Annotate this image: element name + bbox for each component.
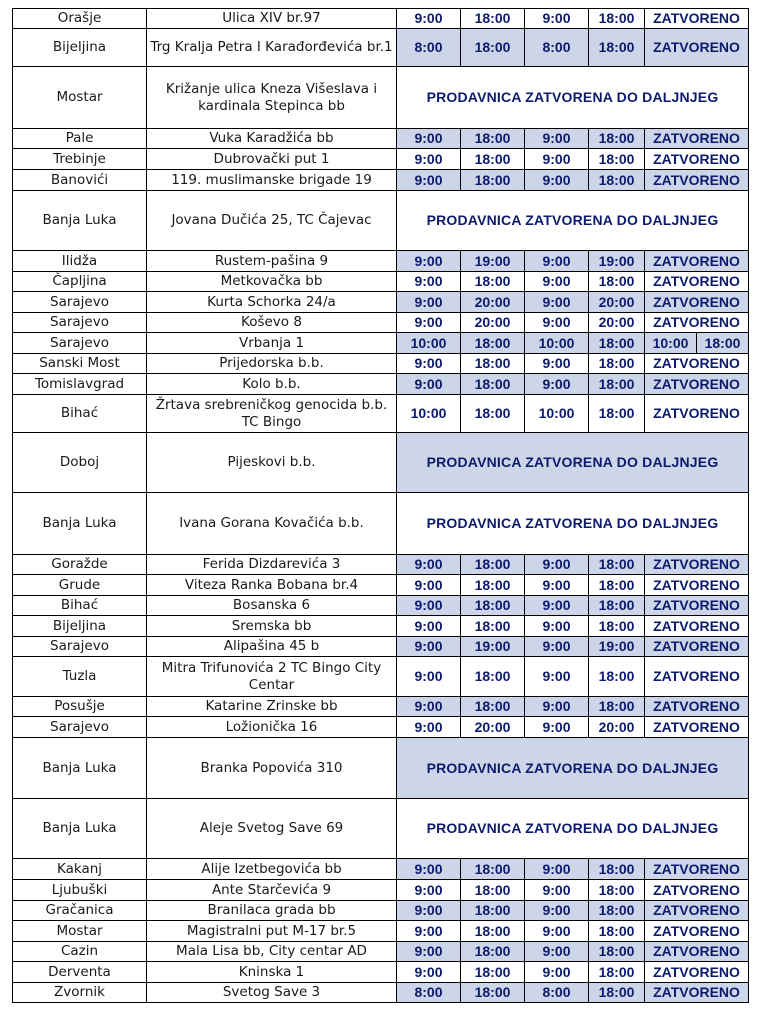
- address-cell: Vrbanja 1: [147, 333, 397, 354]
- table-row: [13, 9, 749, 29]
- weekday-open-cell: 9:00: [397, 374, 461, 395]
- sunday-status-cell: ZATVORENO: [645, 697, 749, 717]
- weekday-close-cell: 19:00: [461, 251, 525, 272]
- weekday-close-cell: 18:00: [461, 657, 525, 697]
- table-row: [13, 901, 749, 921]
- table-row: [13, 292, 749, 313]
- table-row: [13, 433, 749, 493]
- sunday-status-cell: ZATVORENO: [645, 374, 749, 395]
- saturday-close-cell: 18:00: [589, 129, 645, 149]
- saturday-close-cell: 18:00: [589, 859, 645, 880]
- weekday-close-cell: 18:00: [461, 983, 525, 1003]
- saturday-close-cell: 20:00: [589, 717, 645, 738]
- saturday-close-cell: 18:00: [589, 149, 645, 170]
- weekday-open-cell: 9:00: [397, 880, 461, 901]
- weekday-close-cell: 18:00: [461, 616, 525, 637]
- saturday-open-cell: 9:00: [525, 616, 589, 637]
- address-cell: Dubrovački put 1: [147, 149, 397, 170]
- saturday-open-cell: 10:00: [525, 333, 589, 354]
- city-cell: Bihać: [13, 596, 147, 616]
- table-row: [13, 333, 749, 354]
- table-row: [13, 395, 749, 433]
- weekday-close-cell: 18:00: [461, 272, 525, 292]
- weekday-close-cell: 20:00: [461, 313, 525, 333]
- address-cell: Ložionička 16: [147, 717, 397, 738]
- saturday-close-cell: 18:00: [589, 921, 645, 942]
- city-cell: Banja Luka: [13, 799, 147, 859]
- city-cell: Zvornik: [13, 983, 147, 1003]
- table-row: [13, 170, 749, 191]
- weekday-open-cell: 10:00: [397, 395, 461, 433]
- saturday-close-cell: 18:00: [589, 616, 645, 637]
- closed-notice-cell: PRODAVNICA ZATVORENA DO DALJNJEG: [397, 799, 749, 859]
- table-row: [13, 191, 749, 251]
- weekday-open-cell: 9:00: [397, 555, 461, 575]
- sunday-status-cell: ZATVORENO: [645, 251, 749, 272]
- saturday-open-cell: 9:00: [525, 962, 589, 983]
- saturday-close-cell: 18:00: [589, 395, 645, 433]
- saturday-close-cell: 18:00: [589, 272, 645, 292]
- city-cell: Posušje: [13, 697, 147, 717]
- weekday-close-cell: 19:00: [461, 637, 525, 657]
- sunday-status-cell: ZATVORENO: [645, 859, 749, 880]
- address-cell: Pijeskovi b.b.: [147, 433, 397, 493]
- saturday-close-cell: 19:00: [589, 251, 645, 272]
- weekday-open-cell: 9:00: [397, 251, 461, 272]
- sunday-status-cell: ZATVORENO: [645, 616, 749, 637]
- weekday-close-cell: 18:00: [461, 129, 525, 149]
- city-cell: Čapljina: [13, 272, 147, 292]
- closed-notice-cell: PRODAVNICA ZATVORENA DO DALJNJEG: [397, 191, 749, 251]
- sunday-status-cell: ZATVORENO: [645, 272, 749, 292]
- sunday-status-cell: ZATVORENO: [645, 395, 749, 433]
- address-cell: Trg Kralja Petra I Karađorđevića br.1: [147, 29, 397, 67]
- weekday-open-cell: 9:00: [397, 942, 461, 962]
- city-cell: Pale: [13, 129, 147, 149]
- weekday-close-cell: 18:00: [461, 697, 525, 717]
- saturday-close-cell: 18:00: [589, 354, 645, 374]
- sunday-status-cell: ZATVORENO: [645, 575, 749, 596]
- address-cell: Viteza Ranka Bobana br.4: [147, 575, 397, 596]
- city-cell: Kakanj: [13, 859, 147, 880]
- table-row: [13, 149, 749, 170]
- saturday-open-cell: 9:00: [525, 942, 589, 962]
- sunday-status-cell: ZATVORENO: [645, 880, 749, 901]
- saturday-close-cell: 20:00: [589, 292, 645, 313]
- weekday-close-cell: 18:00: [461, 9, 525, 29]
- city-cell: Cazin: [13, 942, 147, 962]
- weekday-open-cell: 9:00: [397, 921, 461, 942]
- saturday-close-cell: 18:00: [589, 29, 645, 67]
- address-cell: Mala Lisa bb, City centar AD: [147, 942, 397, 962]
- city-cell: Banovići: [13, 170, 147, 191]
- address-cell: Ivana Gorana Kovačića b.b.: [147, 493, 397, 555]
- saturday-close-cell: 19:00: [589, 637, 645, 657]
- city-cell: Bijeljina: [13, 616, 147, 637]
- city-cell: Goražde: [13, 555, 147, 575]
- table-row: [13, 859, 749, 880]
- table-row: [13, 657, 749, 697]
- weekday-open-cell: 9:00: [397, 717, 461, 738]
- weekday-close-cell: 18:00: [461, 901, 525, 921]
- weekday-open-cell: 9:00: [397, 596, 461, 616]
- saturday-close-cell: 18:00: [589, 575, 645, 596]
- address-cell: Magistralni put M-17 br.5: [147, 921, 397, 942]
- table-row: [13, 272, 749, 292]
- sunday-status-cell: ZATVORENO: [645, 29, 749, 67]
- weekday-close-cell: 18:00: [461, 395, 525, 433]
- address-cell: Kninska 1: [147, 962, 397, 983]
- saturday-open-cell: 9:00: [525, 272, 589, 292]
- address-cell: Aleje Svetog Save 69: [147, 799, 397, 859]
- sunday-status-cell: ZATVORENO: [645, 354, 749, 374]
- address-cell: Alije Izetbegovića bb: [147, 859, 397, 880]
- address-cell: 119. muslimanske brigade 19: [147, 170, 397, 191]
- weekday-open-cell: 9:00: [397, 9, 461, 29]
- saturday-open-cell: 9:00: [525, 657, 589, 697]
- address-cell: Rustem-pašina 9: [147, 251, 397, 272]
- address-cell: Metkovačka bb: [147, 272, 397, 292]
- table-row: [13, 313, 749, 333]
- closed-notice-cell: PRODAVNICA ZATVORENA DO DALJNJEG: [397, 433, 749, 493]
- city-cell: Bihać: [13, 395, 147, 433]
- weekday-close-cell: 18:00: [461, 942, 525, 962]
- weekday-close-cell: 18:00: [461, 555, 525, 575]
- sunday-status-cell: ZATVORENO: [645, 149, 749, 170]
- saturday-open-cell: 9:00: [525, 149, 589, 170]
- saturday-open-cell: 9:00: [525, 921, 589, 942]
- saturday-close-cell: 18:00: [589, 942, 645, 962]
- city-cell: Banja Luka: [13, 191, 147, 251]
- table-row: [13, 616, 749, 637]
- city-cell: Bijeljina: [13, 29, 147, 67]
- weekday-open-cell: 9:00: [397, 272, 461, 292]
- city-cell: Trebinje: [13, 149, 147, 170]
- weekday-open-cell: 9:00: [397, 170, 461, 191]
- weekday-close-cell: 18:00: [461, 170, 525, 191]
- closed-notice-cell: PRODAVNICA ZATVORENA DO DALJNJEG: [397, 493, 749, 555]
- weekday-open-cell: 9:00: [397, 962, 461, 983]
- address-cell: Vuka Karadžića bb: [147, 129, 397, 149]
- table-row: [13, 738, 749, 799]
- sunday-status-cell: ZATVORENO: [645, 921, 749, 942]
- sunday-status-cell: ZATVORENO: [645, 9, 749, 29]
- table-row: [13, 354, 749, 374]
- table-row: [13, 575, 749, 596]
- saturday-close-cell: 18:00: [589, 901, 645, 921]
- city-cell: Orašje: [13, 9, 147, 29]
- saturday-open-cell: 9:00: [525, 292, 589, 313]
- address-cell: Ferida Dizdarevića 3: [147, 555, 397, 575]
- address-cell: Koševo 8: [147, 313, 397, 333]
- city-cell: Banja Luka: [13, 493, 147, 555]
- city-cell: Grude: [13, 575, 147, 596]
- weekday-open-cell: 9:00: [397, 697, 461, 717]
- weekday-open-cell: 9:00: [397, 637, 461, 657]
- weekday-open-cell: 9:00: [397, 354, 461, 374]
- table-row: [13, 129, 749, 149]
- address-cell: Kurta Schorka 24/a: [147, 292, 397, 313]
- city-cell: Gračanica: [13, 901, 147, 921]
- sunday-status-cell: ZATVORENO: [645, 292, 749, 313]
- weekday-open-cell: 9:00: [397, 657, 461, 697]
- sunday-status-cell: ZATVORENO: [645, 129, 749, 149]
- sunday-status-cell: ZATVORENO: [645, 942, 749, 962]
- saturday-open-cell: 9:00: [525, 880, 589, 901]
- table-row: [13, 799, 749, 859]
- weekday-close-cell: 18:00: [461, 333, 525, 354]
- address-cell: Kolo b.b.: [147, 374, 397, 395]
- city-cell: Tuzla: [13, 657, 147, 697]
- city-cell: Derventa: [13, 962, 147, 983]
- weekday-close-cell: 20:00: [461, 717, 525, 738]
- saturday-open-cell: 9:00: [525, 575, 589, 596]
- city-cell: Sarajevo: [13, 333, 147, 354]
- table-row: [13, 555, 749, 575]
- address-cell: Mitra Trifunovića 2 TC Bingo City Centar: [147, 657, 397, 697]
- city-cell: Tomislavgrad: [13, 374, 147, 395]
- weekday-close-cell: 18:00: [461, 354, 525, 374]
- address-cell: Prijedorska b.b.: [147, 354, 397, 374]
- city-cell: Sarajevo: [13, 717, 147, 738]
- sunday-status-cell: ZATVORENO: [645, 170, 749, 191]
- saturday-close-cell: 18:00: [589, 962, 645, 983]
- saturday-close-cell: 18:00: [589, 333, 645, 354]
- weekday-open-cell: 9:00: [397, 292, 461, 313]
- saturday-close-cell: 18:00: [589, 657, 645, 697]
- saturday-close-cell: 18:00: [589, 983, 645, 1003]
- table-row: [13, 596, 749, 616]
- saturday-open-cell: 9:00: [525, 354, 589, 374]
- sunday-close-cell: 18:00: [697, 333, 749, 354]
- weekday-close-cell: 18:00: [461, 880, 525, 901]
- sunday-status-cell: ZATVORENO: [645, 962, 749, 983]
- weekday-open-cell: 9:00: [397, 575, 461, 596]
- saturday-open-cell: 9:00: [525, 717, 589, 738]
- table-row: [13, 880, 749, 901]
- sunday-status-cell: ZATVORENO: [645, 313, 749, 333]
- sunday-status-cell: ZATVORENO: [645, 983, 749, 1003]
- address-cell: Ante Starčevića 9: [147, 880, 397, 901]
- saturday-close-cell: 18:00: [589, 697, 645, 717]
- city-cell: Sarajevo: [13, 637, 147, 657]
- table-row: [13, 29, 749, 67]
- address-cell: Alipašina 45 b: [147, 637, 397, 657]
- address-cell: Žrtava srebreničkog genocida b.b. TC Bingo: [147, 395, 397, 433]
- sunday-status-cell: ZATVORENO: [645, 637, 749, 657]
- saturday-open-cell: 9:00: [525, 697, 589, 717]
- saturday-open-cell: 9:00: [525, 251, 589, 272]
- saturday-close-cell: 20:00: [589, 313, 645, 333]
- saturday-open-cell: 9:00: [525, 901, 589, 921]
- city-cell: Mostar: [13, 67, 147, 129]
- saturday-close-cell: 18:00: [589, 170, 645, 191]
- saturday-open-cell: 9:00: [525, 596, 589, 616]
- table-row: [13, 251, 749, 272]
- weekday-open-cell: 9:00: [397, 129, 461, 149]
- city-cell: Sarajevo: [13, 292, 147, 313]
- table-row: [13, 717, 749, 738]
- table-row: [13, 962, 749, 983]
- weekday-close-cell: 18:00: [461, 29, 525, 67]
- table-row: [13, 374, 749, 395]
- weekday-close-cell: 18:00: [461, 859, 525, 880]
- saturday-open-cell: 9:00: [525, 374, 589, 395]
- weekday-close-cell: 20:00: [461, 292, 525, 313]
- weekday-open-cell: 8:00: [397, 29, 461, 67]
- saturday-close-cell: 18:00: [589, 880, 645, 901]
- address-cell: Bosanska 6: [147, 596, 397, 616]
- address-cell: Branka Popovića 310: [147, 738, 397, 799]
- city-cell: Ilidža: [13, 251, 147, 272]
- weekday-open-cell: 9:00: [397, 149, 461, 170]
- saturday-open-cell: 9:00: [525, 637, 589, 657]
- store-hours-table: [12, 8, 749, 1003]
- table-row: [13, 67, 749, 129]
- sunday-status-cell: ZATVORENO: [645, 596, 749, 616]
- sunday-open-cell: 10:00: [645, 333, 697, 354]
- table-row: [13, 942, 749, 962]
- address-cell: Sremska bb: [147, 616, 397, 637]
- saturday-close-cell: 18:00: [589, 555, 645, 575]
- weekday-open-cell: 9:00: [397, 901, 461, 921]
- sunday-status-cell: ZATVORENO: [645, 657, 749, 697]
- table-row: [13, 983, 749, 1003]
- address-cell: Katarine Zrinske bb: [147, 697, 397, 717]
- saturday-open-cell: 9:00: [525, 9, 589, 29]
- city-cell: Mostar: [13, 921, 147, 942]
- sunday-status-cell: ZATVORENO: [645, 717, 749, 738]
- sunday-status-cell: ZATVORENO: [645, 901, 749, 921]
- table-row: [13, 921, 749, 942]
- table-row: [13, 697, 749, 717]
- store-rows: [13, 9, 749, 1003]
- saturday-open-cell: 9:00: [525, 129, 589, 149]
- saturday-open-cell: 8:00: [525, 983, 589, 1003]
- saturday-open-cell: 9:00: [525, 313, 589, 333]
- weekday-close-cell: 18:00: [461, 962, 525, 983]
- saturday-open-cell: 9:00: [525, 555, 589, 575]
- weekday-close-cell: 18:00: [461, 596, 525, 616]
- table-row: [13, 493, 749, 555]
- city-cell: Sarajevo: [13, 313, 147, 333]
- weekday-close-cell: 18:00: [461, 149, 525, 170]
- saturday-close-cell: 18:00: [589, 374, 645, 395]
- weekday-open-cell: 10:00: [397, 333, 461, 354]
- sunday-status-cell: ZATVORENO: [645, 555, 749, 575]
- weekday-close-cell: 18:00: [461, 374, 525, 395]
- weekday-open-cell: 9:00: [397, 616, 461, 637]
- saturday-open-cell: 8:00: [525, 29, 589, 67]
- saturday-open-cell: 9:00: [525, 170, 589, 191]
- weekday-close-cell: 18:00: [461, 575, 525, 596]
- closed-notice-cell: PRODAVNICA ZATVORENA DO DALJNJEG: [397, 67, 749, 129]
- city-cell: Sanski Most: [13, 354, 147, 374]
- address-cell: Križanje ulica Kneza Višeslava i kardinala Stepinca bb: [147, 67, 397, 129]
- weekday-open-cell: 9:00: [397, 313, 461, 333]
- address-cell: Jovana Dučića 25, TC Čajevac: [147, 191, 397, 251]
- city-cell: Banja Luka: [13, 738, 147, 799]
- city-cell: Doboj: [13, 433, 147, 493]
- saturday-open-cell: 10:00: [525, 395, 589, 433]
- weekday-open-cell: 9:00: [397, 859, 461, 880]
- address-cell: Ulica XIV br.97: [147, 9, 397, 29]
- table-row: [13, 637, 749, 657]
- saturday-close-cell: 18:00: [589, 9, 645, 29]
- closed-notice-cell: PRODAVNICA ZATVORENA DO DALJNJEG: [397, 738, 749, 799]
- saturday-open-cell: 9:00: [525, 859, 589, 880]
- address-cell: Svetog Save 3: [147, 983, 397, 1003]
- weekday-close-cell: 18:00: [461, 921, 525, 942]
- saturday-close-cell: 18:00: [589, 596, 645, 616]
- city-cell: Ljubuški: [13, 880, 147, 901]
- weekday-open-cell: 8:00: [397, 983, 461, 1003]
- address-cell: Branilaca grada bb: [147, 901, 397, 921]
